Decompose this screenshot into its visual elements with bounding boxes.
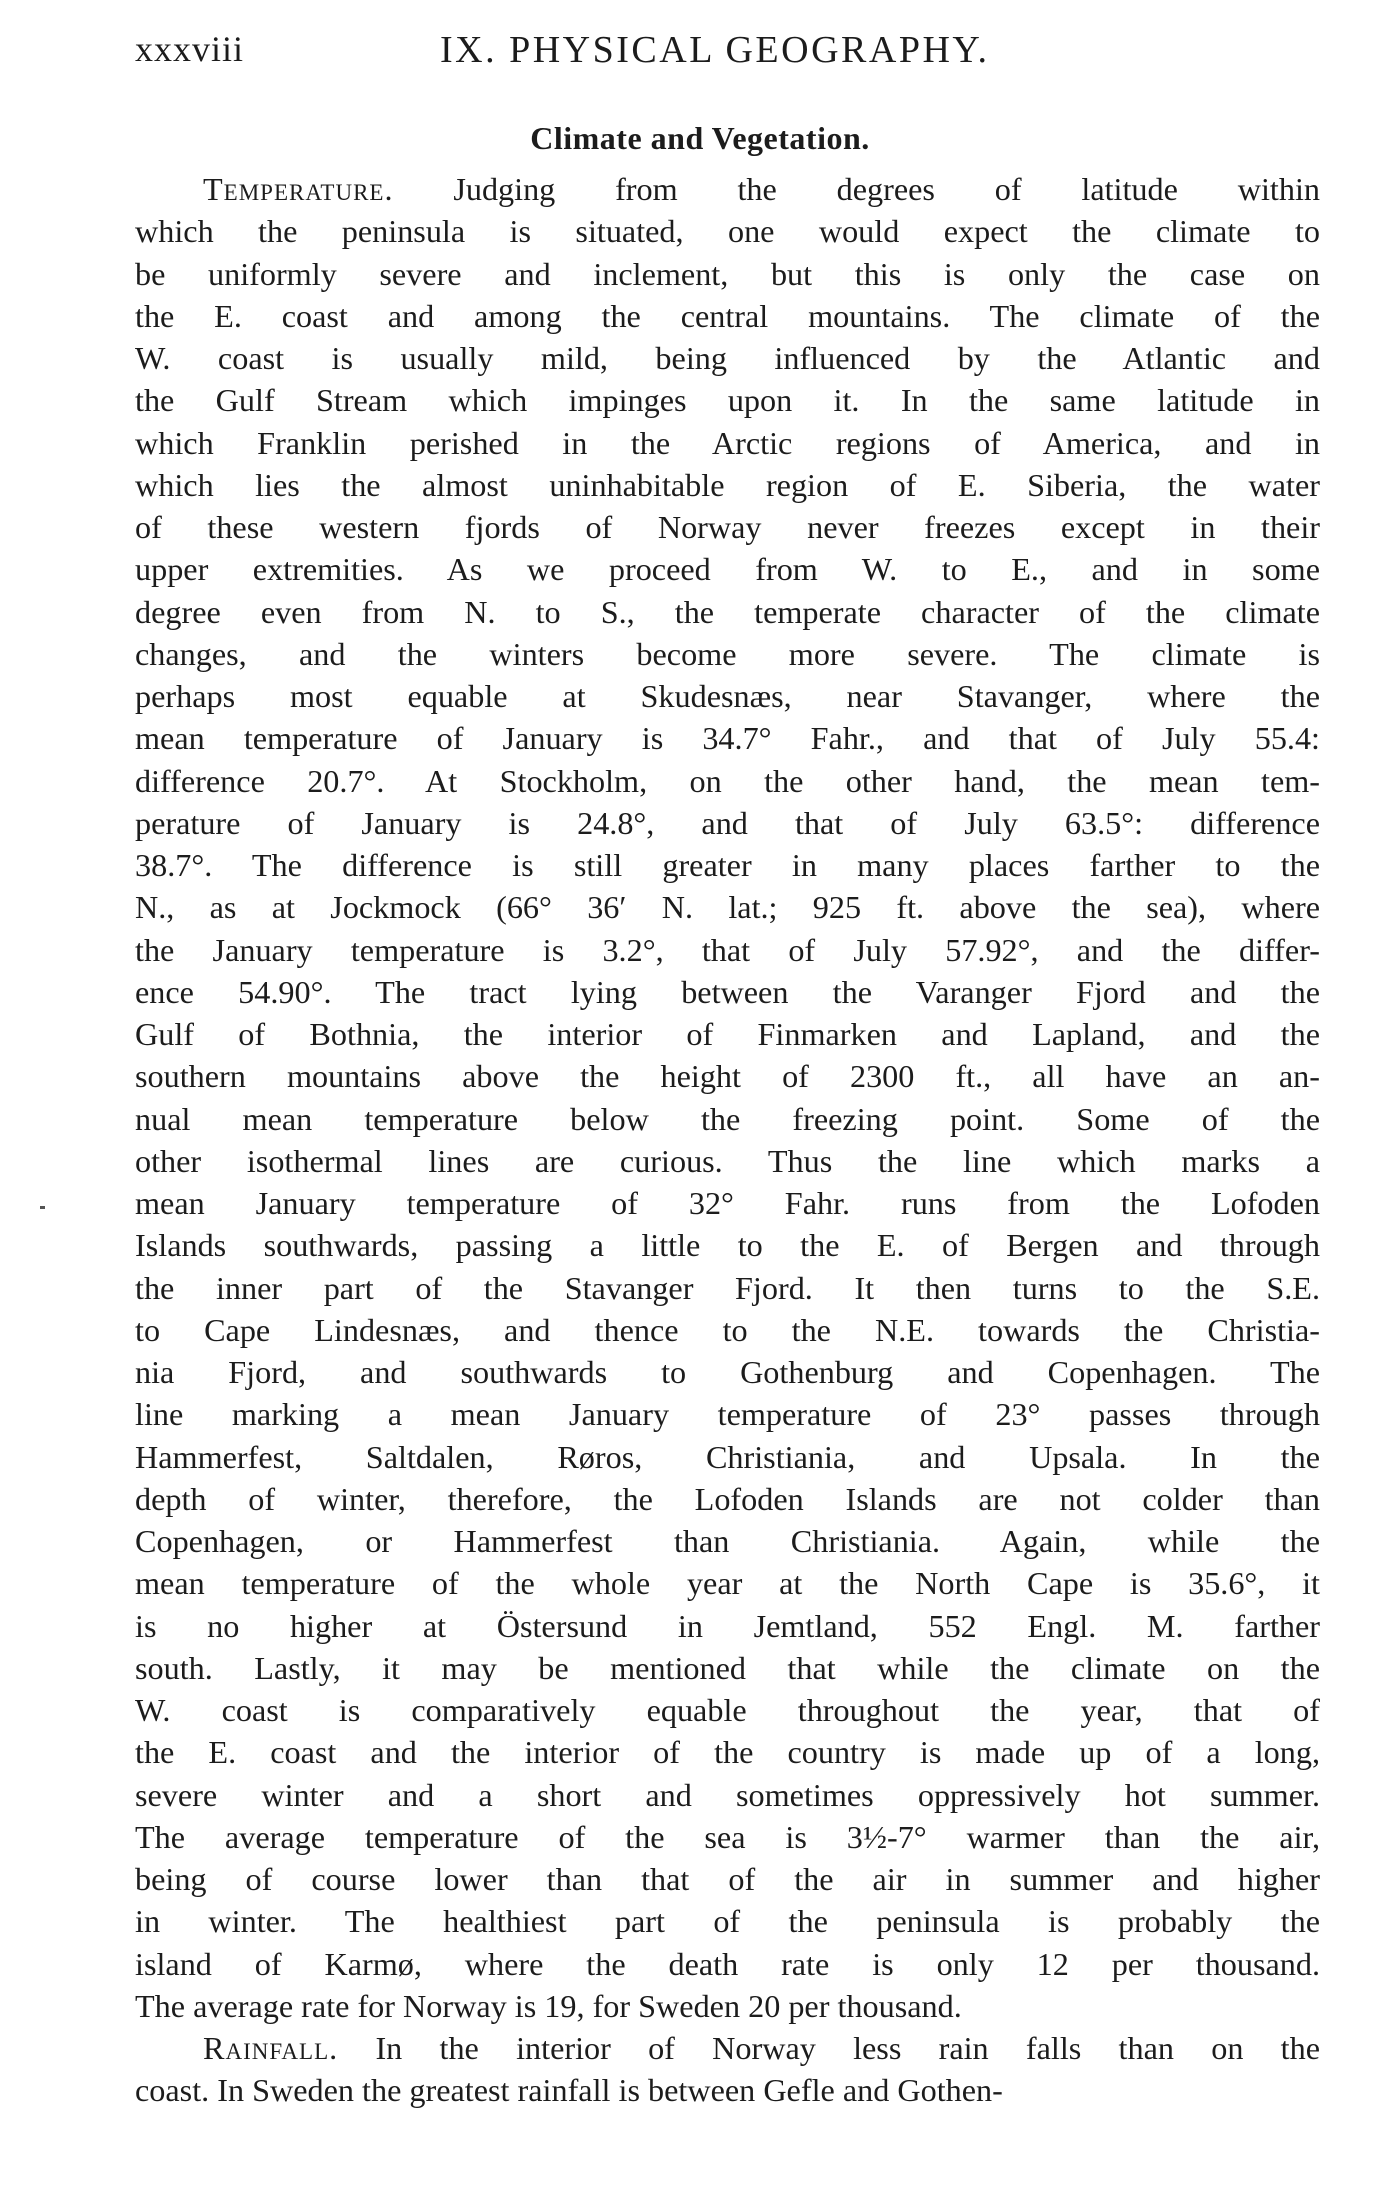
text-line-content: other isothermal lines are curious. Thus the line which marks a <box>135 1142 1320 1179</box>
text-line <box>135 1774 1320 1816</box>
text-line <box>135 1055 1320 1097</box>
text-line-content: mean January temperature of 32° Fahr. runs from the Lofoden <box>135 1185 1320 1221</box>
text-line-content: mean temperature of January is 34.7° Fahr., and that of July 55.4: <box>135 720 1320 757</box>
text-line <box>135 1267 1320 1309</box>
section-heading: Climate and Vegetation. <box>530 120 870 156</box>
text-line-content: mean temperature of the whole year at the North Cape is 35.6°, it <box>135 1565 1320 1602</box>
text-line-content: depth of winter, therefore, the Lofoden Islands are not colder than <box>135 1480 1320 1517</box>
page-number: xxxviii <box>135 29 245 69</box>
text-line-content: the inner part of the Stavanger Fjord. It then turns to the S.E. <box>135 1269 1320 1306</box>
text-line <box>135 1900 1320 1942</box>
text-line-content: W. coast is usually mild, being influenced by the Atlantic and <box>135 340 1320 376</box>
text-line <box>135 210 1320 252</box>
rainfall-lead-in: Rainfall. <box>203 2030 339 2066</box>
text-line-content: Hammerfest, Saltdalen, Røros, Christiania, and Upsala. In the <box>135 1438 1320 1475</box>
text-line <box>135 1224 1320 1266</box>
text-line-content: be uniformly severe and inclement, but this is only the case on <box>135 255 1320 292</box>
text-line-content: is no higher at Östersund in Jemtland, 552 Engl. M. farther <box>135 1607 1320 1644</box>
text-line <box>135 1140 1320 1182</box>
text-line <box>135 379 1320 421</box>
text-line-content: Copenhagen, or Hammerfest than Christiania. Again, while the <box>135 1523 1320 1559</box>
text-line-content: changes, and the winters become more severe. The climate is <box>135 635 1320 672</box>
text-line-content: W. coast is comparatively equable throughout the year, that of <box>135 1692 1320 1728</box>
text-line <box>135 760 1320 802</box>
text-line <box>135 548 1320 590</box>
text-line <box>135 422 1320 464</box>
body-text <box>135 168 1320 2112</box>
text-line <box>135 844 1320 886</box>
text-line <box>135 1731 1320 1773</box>
text-line <box>135 1943 1320 1985</box>
text-line-content: Judging from the degrees of latitude within <box>453 171 1320 207</box>
text-line-content: The average temperature of the sea is 3½-7° warmer than the air, <box>135 1818 1320 1855</box>
text-line <box>135 253 1320 295</box>
text-line-content: upper extremities. As we proceed from W. to E., and in some <box>135 551 1320 588</box>
text-line <box>135 506 1320 548</box>
text-line <box>135 1182 1320 1224</box>
text-line-content: nia Fjord, and southwards to Gothenburg and Copenhagen. The <box>135 1354 1320 1390</box>
text-line-content: to Cape Lindesnæs, and thence to the N.E. towards the Christia- <box>135 1311 1320 1348</box>
text-line <box>135 1436 1320 1478</box>
text-line-content: island of Karmø, where the death rate is only 12 per thousand. <box>135 1945 1320 1982</box>
text-line-content: of these western fjords of Norway never freezes except in their <box>135 509 1320 545</box>
text-line-content: difference 20.7°. At Stockholm, on the other hand, the mean tem- <box>135 762 1320 799</box>
text-line <box>135 295 1320 337</box>
text-line-content: being of course lower than that of the air in summer and higher <box>135 1861 1320 1897</box>
paragraph-rainfall <box>135 2027 1320 2112</box>
text-line <box>135 591 1320 633</box>
text-line-content: line marking a mean January temperature of 23° passes through <box>135 1396 1320 1433</box>
text-line <box>135 675 1320 717</box>
text-line-content: the E. coast and the interior of the country is made up of a long, <box>135 1734 1320 1771</box>
text-line <box>135 1562 1320 1604</box>
text-line <box>135 2027 1320 2069</box>
text-line-content: ence 54.90°. The tract lying between the Varanger Fjord and the <box>135 973 1320 1010</box>
running-header <box>135 28 1320 78</box>
text-line-content: south. Lastly, it may be mentioned that while the climate on the <box>135 1649 1320 1686</box>
text-line <box>135 633 1320 675</box>
text-line <box>135 717 1320 759</box>
text-line-content: In the interior of Norway less rain falls than on the <box>375 2030 1320 2066</box>
text-line <box>135 929 1320 971</box>
text-line <box>135 1098 1320 1140</box>
text-line <box>135 802 1320 844</box>
text-line <box>135 2069 1320 2111</box>
text-line-content: Islands southwards, passing a little to the E. of Bergen and through <box>135 1227 1320 1264</box>
text-line <box>135 1985 1320 2027</box>
text-line-content: 38.7°. The difference is still greater in many places farther to the <box>135 847 1320 883</box>
temperature-lead-in: Temperature. <box>203 171 394 207</box>
text-line-content: southern mountains above the height of 2300 ft., all have an an- <box>135 1058 1320 1095</box>
text-line-content: perhaps most equable at Skudesnæs, near Stavanger, where the <box>135 678 1320 714</box>
text-line <box>135 1647 1320 1689</box>
text-line <box>135 1816 1320 1858</box>
text-line <box>135 1689 1320 1731</box>
text-line <box>135 168 1320 210</box>
paragraph-temperature <box>135 168 1320 2027</box>
text-line <box>135 1605 1320 1647</box>
text-line <box>135 886 1320 928</box>
text-line <box>135 464 1320 506</box>
text-line-content: the January temperature is 3.2°, that of July 57.92°, and the differ- <box>135 931 1320 968</box>
margin-mark <box>40 1206 45 1209</box>
text-line-content: The average rate for Norway is 19, for Sweden 20 per thousand. <box>135 1987 962 2024</box>
text-line <box>135 1351 1320 1393</box>
text-line-content: severe winter and a short and sometimes oppressively hot summer. <box>135 1776 1320 1813</box>
text-line-content: which the peninsula is situated, one would expect the climate to <box>135 213 1320 250</box>
text-line-content: in winter. The healthiest part of the peninsula is probably the <box>135 1903 1320 1940</box>
text-line <box>135 1013 1320 1055</box>
running-title: IX. PHYSICAL GEOGRAPHY. <box>440 29 990 71</box>
text-line-content: the Gulf Stream which impinges upon it. In the same latitude in <box>135 382 1320 419</box>
text-line-content: the E. coast and among the central mountains. The climate of the <box>135 297 1320 334</box>
text-line <box>135 971 1320 1013</box>
text-line-content: which lies the almost uninhabitable region of E. Siberia, the water <box>135 466 1320 503</box>
text-line-content: nual mean temperature below the freezing point. Some of the <box>135 1100 1320 1137</box>
text-line <box>135 1520 1320 1562</box>
text-line-content: which Franklin perished in the Arctic regions of America, and in <box>135 424 1320 461</box>
text-line-content: degree even from N. to S., the temperate character of the climate <box>135 593 1320 630</box>
text-line-content: Gulf of Bothnia, the interior of Finmarken and Lapland, and the <box>135 1016 1320 1052</box>
text-line-content: perature of January is 24.8°, and that of July 63.5°: difference <box>135 804 1320 841</box>
text-line-content: coast. In Sweden the greatest rainfall is between Gefle and Gothen- <box>135 2072 1003 2109</box>
text-line-content: N., as at Jockmock (66° 36′ N. lat.; 925 ft. above the sea), where <box>135 889 1320 926</box>
text-line <box>135 1393 1320 1435</box>
text-line <box>135 337 1320 379</box>
text-line <box>135 1858 1320 1900</box>
text-line <box>135 1309 1320 1351</box>
text-line <box>135 1478 1320 1520</box>
